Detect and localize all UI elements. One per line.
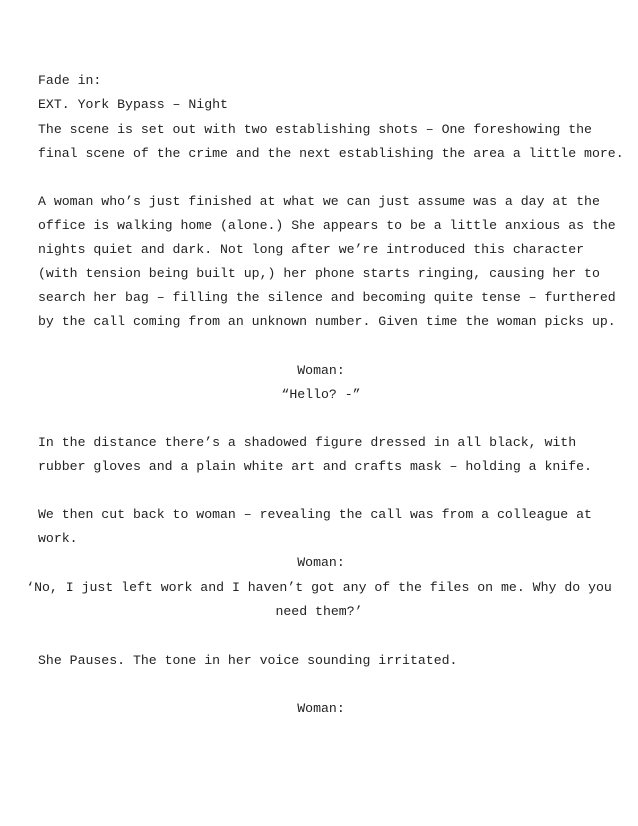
character-name: Woman: [297,555,345,570]
action-line: by the call coming from an unknown number. Given time the woman picks up. [38,314,616,329]
character-name: Woman: [297,701,345,716]
action-line: final scene of the crime and the next establishing the area a little more. [38,146,624,161]
action-line: In the distance there’s a shadowed figure dressed in all black, with [38,435,577,450]
action-line: nights quiet and dark. Not long after we’re introduced this character [38,242,585,257]
action-line: The scene is set out with two establishing shots – One foreshowing the [38,122,592,137]
dialogue-line: “Hello? -” [281,387,361,402]
action-line: We then cut back to woman – revealing the call was from a colleague at [38,507,592,522]
action-line: (with tension being built up,) her phone starts ringing, causing her to [38,266,600,281]
dialogue-line: ‘No, I just left work and I haven’t got any of the files on me. Why do you [26,580,612,595]
action-line: office is walking home (alone.) She appears to be a little anxious as the [38,218,616,233]
character-name: Woman: [297,363,345,378]
fade-in-text: Fade in: [38,73,102,88]
action-line: work. [38,531,78,546]
action-line: rubber gloves and a plain white art and crafts mask – holding a knife. [38,459,592,474]
scene-heading: EXT. York Bypass – Night [38,97,228,112]
dialogue-line: need them?’ [275,604,363,619]
action-line: A woman who’s just finished at what we can just assume was a day at the [38,194,600,209]
action-line: search her bag – filling the silence and becoming quite tense – furthered [38,290,616,305]
action-line: She Pauses. The tone in her voice sounding irritated. [38,653,458,668]
